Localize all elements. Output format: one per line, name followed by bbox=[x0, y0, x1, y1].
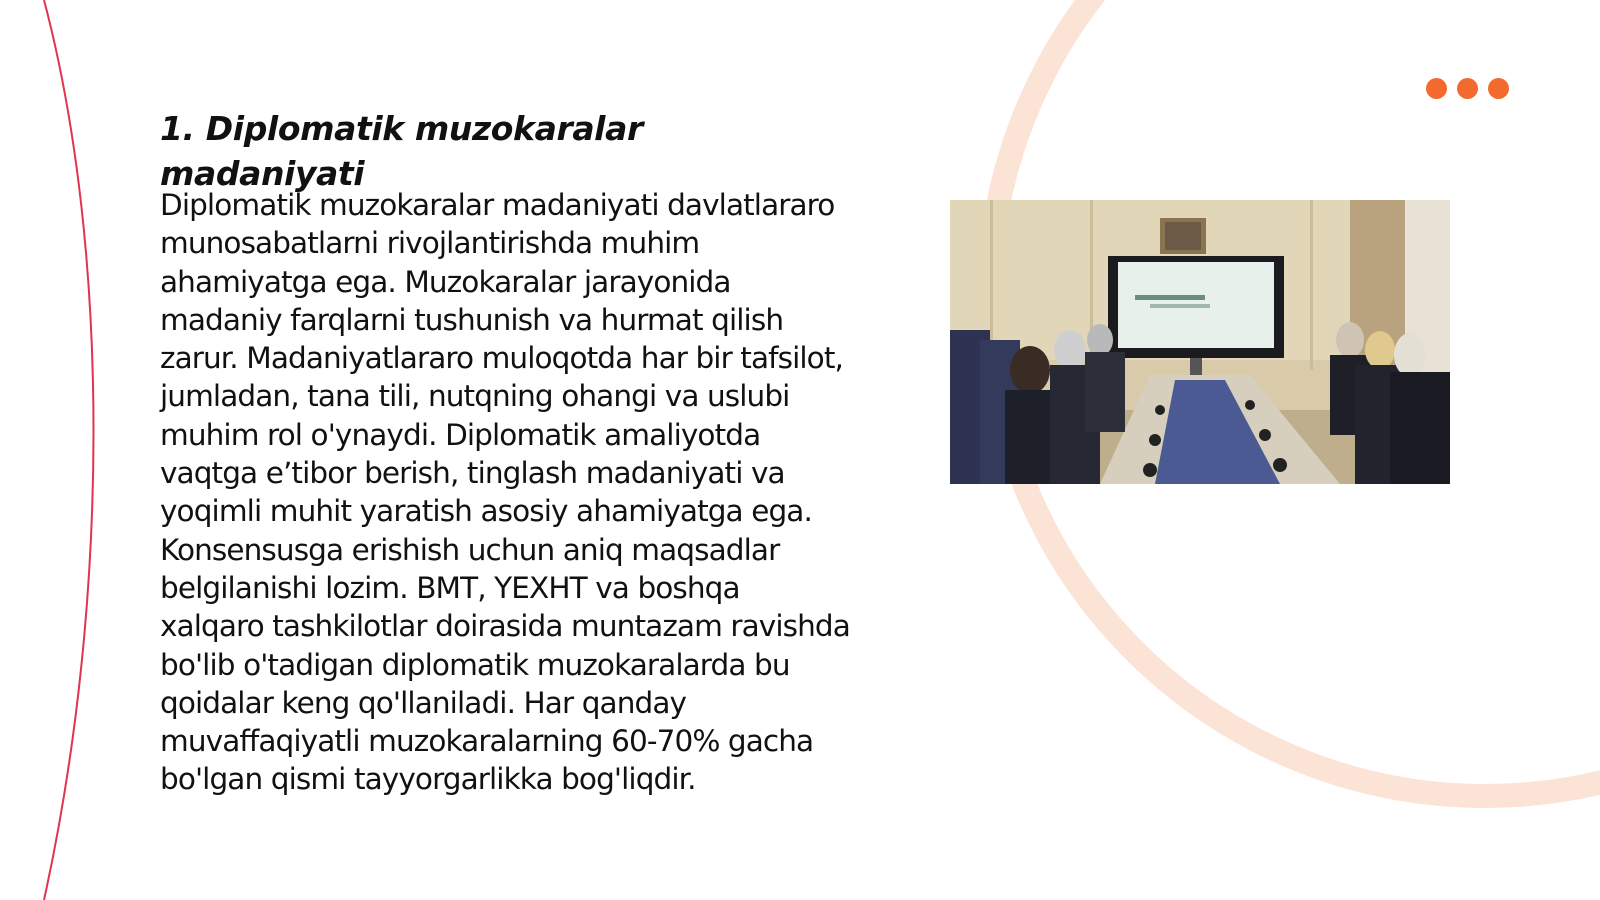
dot-icon bbox=[1457, 78, 1478, 99]
slide-title: 1. Diplomatik muzokaralar madaniyati bbox=[160, 109, 643, 193]
dot-icon bbox=[1426, 78, 1447, 99]
diplomatic-meeting-photo bbox=[950, 200, 1450, 484]
decorative-curve-line bbox=[44, 0, 94, 900]
dot-icon bbox=[1488, 78, 1509, 99]
slide-body-text: Diplomatik muzokaralar madaniyati davlatlararo munosabatlarni rivojlantirishda muhim ahamiyatga ega. Muzokaralar jarayonida madaniy farqlarni tushunish va hurmat qilish zarur. Madaniyatlararo muloqotda har bir tafsilot, jumladan, tana tili, nutqning ohangi va uslubi muhim rol o'ynaydi. Diplomatik amaliyotda vaqtga e’tibor berish, tinglash madaniyati va yoqimli muhit yaratish asosiy ahamiyatga ega. Konsensusga erishish uchun aniq maqsadlar belgilanishi lozim. BMT, YEXHT va boshqa xalqaro tashkilotlar doirasida muntazam ravishda bo'lib o'tadigan diplomatik muzokaralarda bu qoidalar keng qo'llaniladi. Har qanday muvaffaqiyatli muzokaralarning 60-70% gacha bo'lgan qismi tayyorgarlikka bog'liqdir. bbox=[160, 188, 850, 797]
three-dots-icon bbox=[1426, 78, 1509, 99]
